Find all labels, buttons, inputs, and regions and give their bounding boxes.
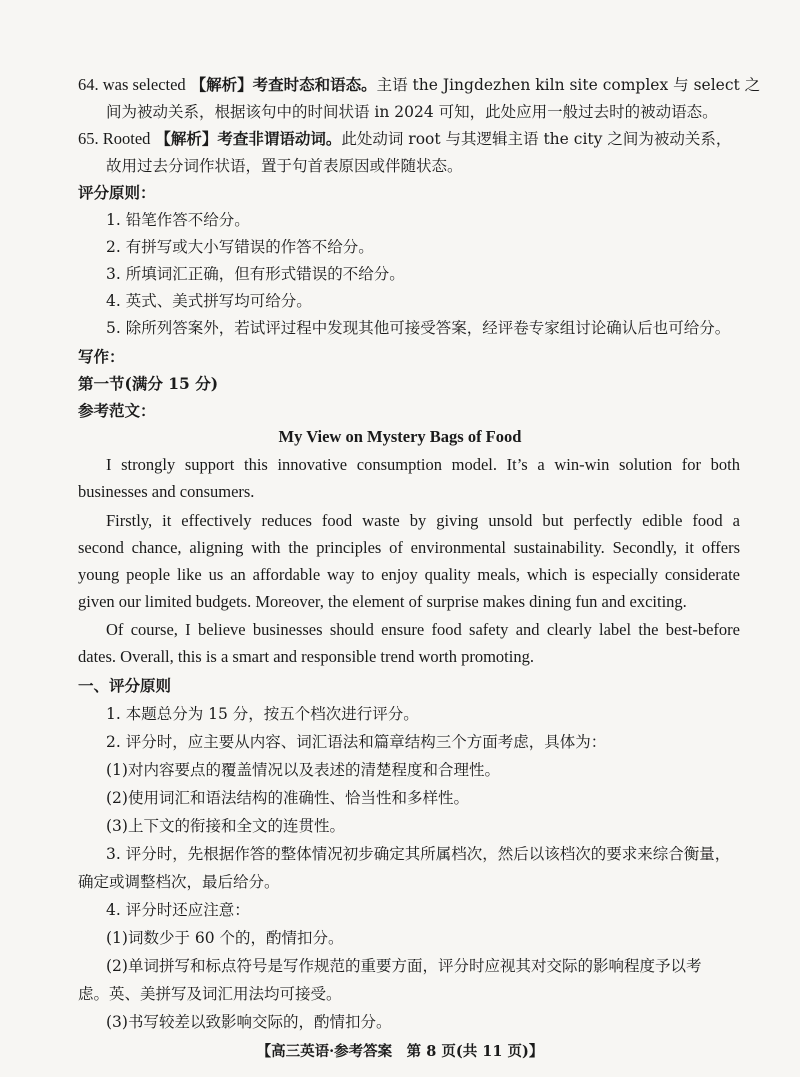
grading-line: 3. 评分时，先根据作答的整体情况初步确定其所属档次，然后以该档次的要求来综合衡量，	[106, 845, 731, 863]
q65-analysis-text: 此处动词 root 与其逻辑主语 the city 之间为被动关系，	[341, 130, 732, 148]
writing-section: 第一节(满分 15 分)	[78, 374, 219, 393]
scoring-item-3: 3. 所填词汇正确，但有形式错误的不给分。	[106, 265, 405, 283]
scoring-item-5: 5. 除所列答案外，若试评过程中发现其他可接受答案，经评卷专家组讨论确认后也可给分。	[106, 319, 731, 337]
grading-line: 确定或调整档次，最后给分。	[78, 873, 280, 891]
grading-heading: 一、评分原则	[78, 676, 172, 695]
grading-line: 4. 评分时还应注意：	[106, 901, 250, 919]
scoring-item-4: 4. 英式、美式拼写均可给分。	[106, 292, 312, 310]
grading-line: (1)词数少于 60 个的，酌情扣分。	[106, 929, 344, 947]
q64-analysis-text: 主语 the Jingdezhen kiln site complex 与 select 之	[376, 76, 761, 94]
grading-line: (3)书写较差以致影响交际的，酌情扣分。	[106, 1013, 392, 1031]
essay-line: I strongly support this innovative consumption model. It’s a win-win solution for both	[106, 455, 740, 474]
scoring-item-2: 2. 有拼写或大小写错误的作答不给分。	[106, 238, 374, 256]
essay-line: businesses and consumers.	[78, 482, 255, 501]
q64-answer: 64. was selected	[78, 75, 186, 94]
sample-essay-label: 参考范文：	[78, 401, 156, 420]
q65-line-2: 故用过去分词作状语，置于句首表原因或伴随状态。	[106, 157, 463, 175]
scoring-principles-heading: 评分原则：	[78, 183, 156, 202]
writing-heading: 写作：	[78, 347, 125, 366]
scoring-item-1: 1. 铅笔作答不给分。	[106, 211, 250, 229]
essay-line: given our limited budgets. Moreover, the element of surprise makes dining fun and exciting.	[78, 592, 687, 611]
essay-line: Firstly, it effectively reduces food waste by giving unsold but perfectly edible food a	[106, 511, 740, 530]
grading-line: (2)使用词汇和语法结构的准确性、恰当性和多样性。	[106, 789, 469, 807]
q64-line-2: 间为被动关系，根据该句中的时间状语 in 2024 可知，此处应用一般过去时的被动语态。	[106, 103, 718, 121]
essay-line: young people like us an affordable way to enjoy quality meals, which is especially considerate	[78, 565, 740, 584]
grading-line: (2)单词拼写和标点符号是写作规范的重要方面，评分时应视其对交际的影响程度予以考	[106, 957, 702, 975]
essay-title: My View on Mystery Bags of Food	[278, 427, 522, 446]
essay-line: second chance, aligning with the principles of environmental sustainability. Secondly, it offers	[78, 538, 740, 557]
q65-line-1	[78, 128, 740, 150]
essay-line: Of course, I believe businesses should ensure food safety and clearly label the best-before	[106, 620, 740, 639]
q64-line-1	[78, 74, 761, 96]
q64-analysis-tag: 【解析】考查时态和语态。	[190, 75, 377, 94]
grading-line: (3)上下文的衔接和全文的连贯性。	[106, 817, 345, 835]
grading-line: 2. 评分时，应主要从内容、词汇语法和篇章结构三个方面考虑，具体为：	[106, 733, 607, 751]
q65-answer: 65. Rooted	[78, 129, 151, 148]
q65-analysis-tag: 【解析】考查非谓语动词。	[155, 129, 342, 148]
grading-line: 1. 本题总分为 15 分，按五个档次进行评分。	[106, 705, 419, 723]
essay-line: dates. Overall, this is a smart and responsible trend worth promoting.	[78, 647, 534, 666]
grading-line: 虑。英、美拼写及词汇用法均可接受。	[78, 985, 342, 1003]
grading-line: (1)对内容要点的覆盖情况以及表述的清楚程度和合理性。	[106, 761, 500, 779]
page-footer: 【高三英语·参考答案 第 8 页(共 11 页)】	[256, 1043, 544, 1060]
